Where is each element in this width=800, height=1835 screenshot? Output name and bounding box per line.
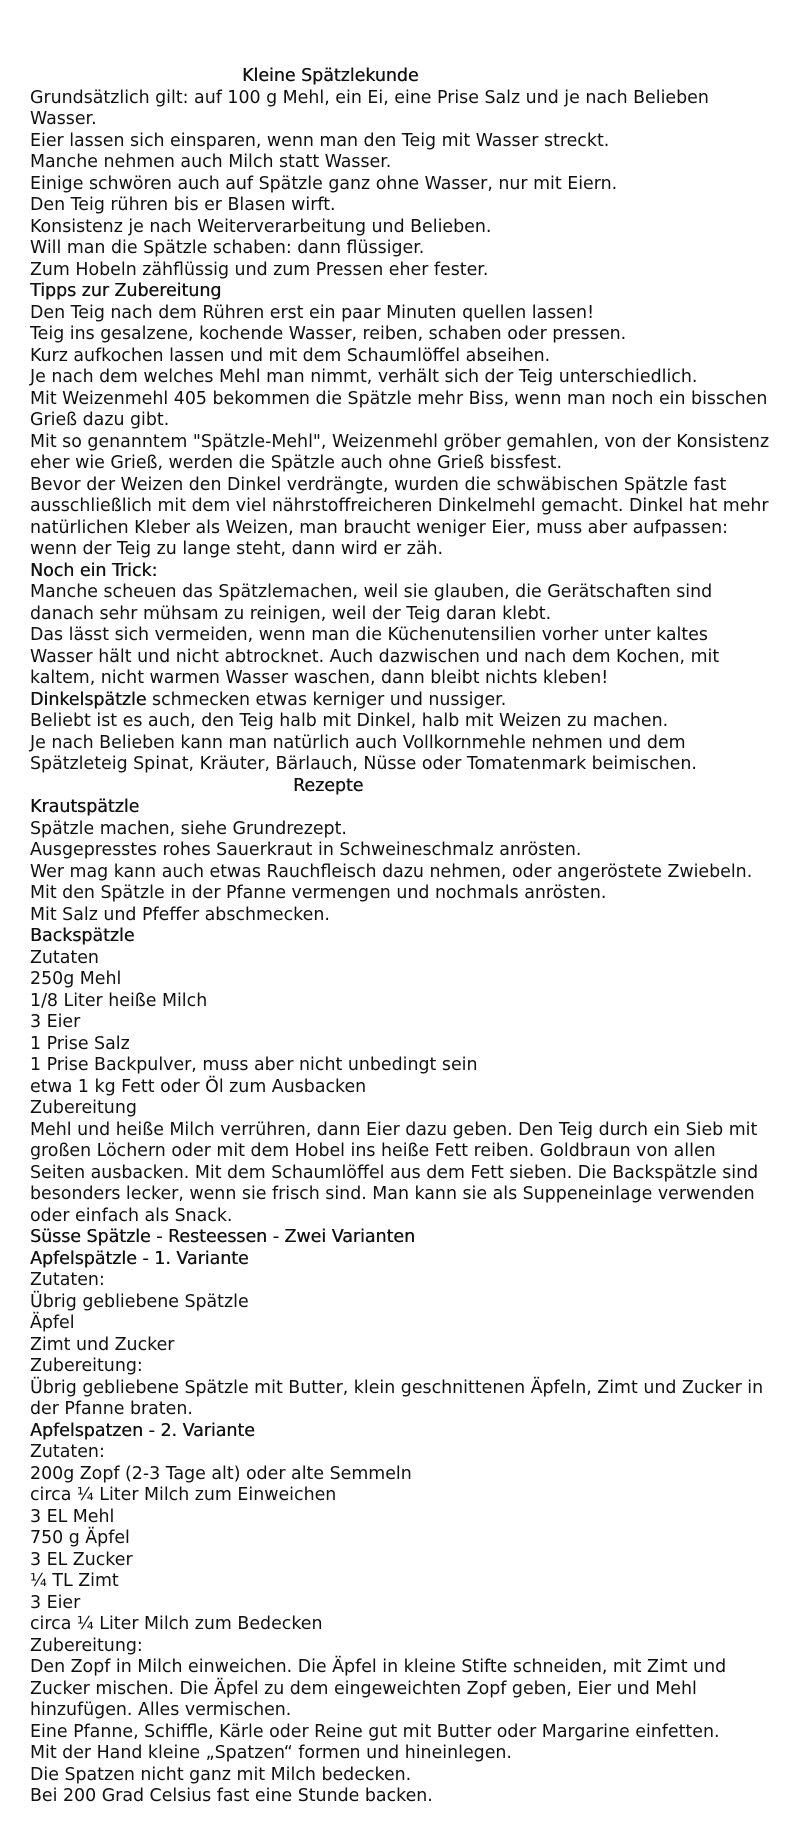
apfel1-ingredients-label: Zutaten: [30, 1270, 105, 1290]
dinkel-line [30, 690, 776, 712]
tips-heading: Tipps zur Zubereitung [30, 281, 222, 301]
ingredient-line: 750 g Äpfel [30, 1528, 130, 1548]
tip-line: Den Teig nach dem Rühren erst ein paar Minuten quellen lassen! [30, 302, 595, 323]
apfel2-prep-line: Den Zopf in Milch einweichen. Die Äpfel in kleine Stifte schneiden, mit Zimt und Zucker mischen. Die Äpfel zu dem eingeweichten Zopf geben, Eier und Mehl hinzufügen. Alles vermischen. [30, 1657, 727, 1720]
ingredient-line: circa ¼ Liter Milch zum Einweichen [30, 1485, 337, 1505]
kraut-line: Wer mag kann auch etwas Rauchfleisch dazu nehmen, oder angeröstete Zwiebeln. [30, 861, 753, 882]
apfel1-heading: Apfelspätzle - 1. Variante [30, 1248, 249, 1269]
back-ingredients-label: Zutaten [30, 947, 99, 968]
ingredient-line: 3 EL Mehl [30, 1506, 115, 1527]
apfel2-ingredients-label: Zutaten: [30, 1442, 105, 1462]
kraut-heading: Krautspätzle [30, 797, 140, 817]
dinkel-line: Je nach Belieben kann man natürlich auch Vollkornmehle nehmen und dem Spätzleteig Spinat, Kräuter, Bärlauch, Nüsse oder Tomatenmark beimischen. [30, 732, 697, 774]
suesse-section [30, 1227, 776, 1808]
ingredient-line: 3 EL Zucker [30, 1549, 133, 1570]
apfel2-heading: Apfelspatzen - 2. Variante [30, 1420, 255, 1441]
apfel2-prep-line: Eine Pfanne, Schiffle, Kärle oder Reine gut mit Butter oder Margarine einfetten. [30, 1721, 720, 1742]
document-title: Kleine Spätzlekunde [242, 66, 419, 86]
ingredient-line: ¼ TL Zimt [30, 1571, 119, 1591]
intro-line: Einige schwören auch auf Spätzle ganz ohne Wasser, nur mit Eiern. [30, 173, 618, 194]
ingredient-line: 1 Prise Salz [30, 1033, 130, 1054]
intro-line: Grundsätzlich gilt: auf 100 g Mehl, ein Ei, eine Prise Salz und je nach Belieben Wasser. [30, 87, 709, 129]
back-heading: Backspätzle [30, 926, 135, 946]
dinkel-bold-term: Dinkelspätzle [30, 689, 147, 710]
intro-line: Konsistenz je nach Weiterverarbeitung und Belieben. [30, 216, 492, 237]
intro-section [30, 88, 776, 282]
tip-line: Mit Weizenmehl 405 bekommen die Spätzle mehr Biss, wenn man noch ein bisschen Grieß dazu gibt. [30, 388, 768, 430]
intro-line: Zum Hobeln zähflüssig und zum Pressen eher fester. [30, 259, 489, 280]
ingredient-line: Übrig gebliebene Spätzle [30, 1291, 249, 1312]
tip-line: Je nach dem welches Mehl man nimmt, verhält sich der Teig unterschiedlich. [30, 367, 698, 387]
kraut-line: Mit Salz und Pfeffer abschmecken. [30, 904, 330, 925]
ingredient-line: etwa 1 kg Fett oder Öl zum Ausbacken [30, 1076, 367, 1097]
trick-heading: Noch ein Trick: [30, 560, 158, 581]
apfel2-prep-line: Bei 200 Grad Celsius fast eine Stunde backen. [30, 1786, 433, 1806]
intro-line: Eier lassen sich einsparen, wenn man den Teig mit Wasser streckt. [30, 130, 610, 151]
apfel1-prep-label: Zubereitung: [30, 1356, 143, 1376]
trick-line: Manche scheuen das Spätzlemachen, weil sie glauben, die Gerätschaften sind danach sehr mühsam zu reinigen, weil der Teig daran klebt. [30, 582, 713, 624]
trick-line: Das lässt sich vermeiden, wenn man die Küchenutensilien vorher unter kaltes Wasser hält und nicht abtrocknet. Auch dazwischen und nach dem Kochen, mit kaltem, nicht warmen Wasser waschen, dann bleibt nichts kleben! [30, 625, 720, 688]
suesse-heading: Süsse Spätzle - Resteessen - Zwei Varianten [30, 1227, 416, 1247]
tips-section [30, 281, 776, 561]
ingredient-line: 1/8 Liter heiße Milch [30, 990, 208, 1011]
kraut-line: Mit den Spätzle in der Pfanne vermengen und nochmals anrösten. [30, 883, 607, 903]
ingredient-line: Äpfel [30, 1313, 75, 1333]
dinkel-line: Beliebt ist es auch, den Teig halb mit Dinkel, halb mit Weizen zu machen. [30, 711, 669, 731]
recipes-title: Rezepte [293, 775, 364, 796]
kraut-line: Spätzle machen, siehe Grundrezept. [30, 818, 347, 839]
apfel2-prep-label: Zubereitung: [30, 1635, 143, 1656]
tip-line: Kurz aufkochen lassen und mit dem Schaumlöffel abseihen. [30, 345, 551, 366]
kraut-line: Ausgepresstes rohes Sauerkraut in Schweineschmalz anrösten. [30, 840, 582, 860]
intro-line: Will man die Spätzle schaben: dann flüssiger. [30, 238, 425, 258]
ingredient-line: 200g Zopf (2-3 Tage alt) oder alte Semmeln [30, 1463, 412, 1484]
ingredient-line: 3 Eier [30, 1012, 81, 1032]
intro-line: Den Teig rühren bis er Blasen wirft. [30, 195, 336, 215]
tip-line: Bevor der Weizen den Dinkel verdrängte, wurden die schwäbischen Spätzle fast ausschließlich mit dem viel nährstoffreicheren Dinkelmehl gemacht. Dinkel hat mehr natürlichen Kleber als Weizen, man braucht weniger Eier, muss aber aufpassen: wenn der Teig zu lange steht, dann wird er zäh. [30, 474, 769, 559]
kraut-section [30, 797, 776, 926]
ingredient-line: Zimt und Zucker [30, 1334, 175, 1355]
apfel2-prep-line: Mit der Hand kleine „Spatzen“ formen und hineinlegen. [30, 1743, 512, 1763]
tip-line: Teig ins gesalzene, kochende Wasser, reiben, schaben oder pressen. [30, 324, 627, 344]
apfel1-prep-text: Übrig gebliebene Spätzle mit Butter, klein geschnittenen Äpfeln, Zimt und Zucker in der Pfanne braten. [30, 1377, 764, 1419]
tip-line: Mit so genanntem "Spätzle-Mehl", Weizenmehl gröber gemahlen, von der Konsistenz eher wie Grieß, werden die Spätzle auch ohne Grieß bissfest. [30, 431, 770, 473]
back-prep-label: Zubereitung [30, 1098, 137, 1118]
ingredient-line: 3 Eier [30, 1592, 81, 1613]
ingredient-line: circa ¼ Liter Milch zum Bedecken [30, 1614, 323, 1634]
intro-line: Manche nehmen auch Milch statt Wasser. [30, 152, 392, 172]
ingredient-line: 1 Prise Backpulver, muss aber nicht unbedingt sein [30, 1055, 478, 1075]
ingredient-line: 250g Mehl [30, 969, 122, 989]
dinkel-description: schmecken etwas kerniger und nussiger. [146, 689, 507, 710]
apfel2-prep-line: Die Spatzen nicht ganz mit Milch bedecken. [30, 1764, 412, 1785]
trick-section [30, 561, 776, 776]
back-prep-text: Mehl und heiße Milch verrühren, dann Eier dazu geben. Den Teig durch ein Sieb mit großen Löchern oder mit dem Hobel ins heiße Fett reiben. Goldbraun von allen Seiten ausbacken. Mit dem Schaumlöffel aus dem Fett sieben. Die Backspätzle sind besonders lecker, wenn sie frisch sind. Man kann sie als Suppeneinlage verwenden oder einfach als Snack. [30, 1119, 759, 1226]
back-section [30, 926, 776, 1227]
